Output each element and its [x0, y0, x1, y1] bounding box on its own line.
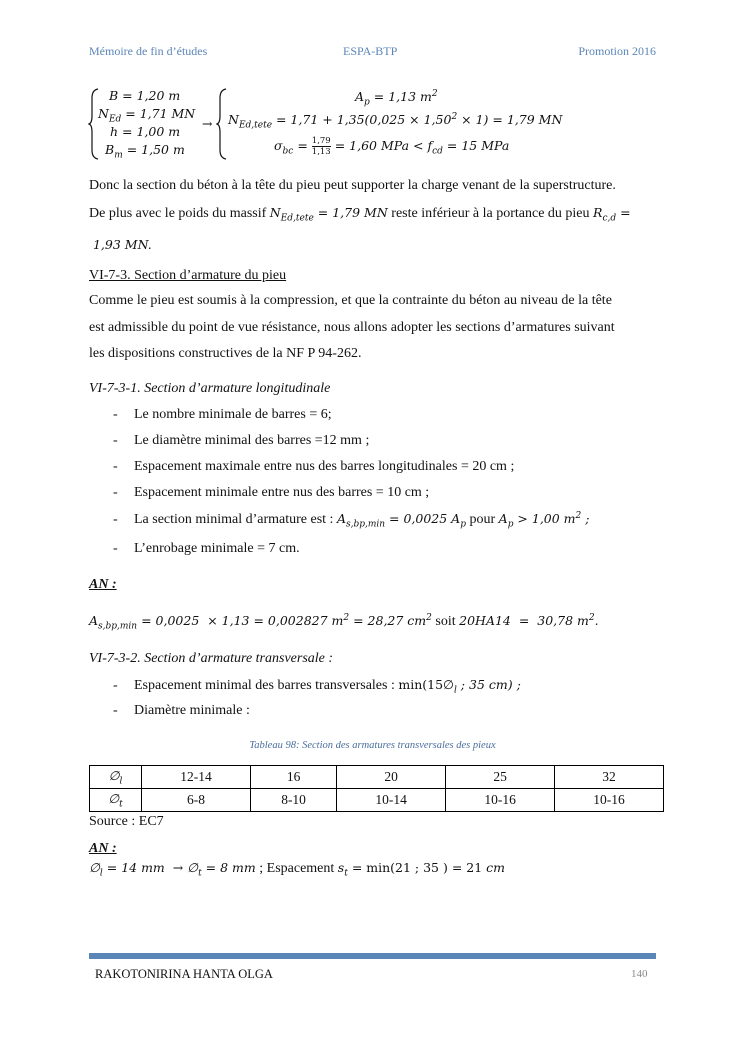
table-cell: 6-8	[142, 789, 251, 812]
para1-line2-b: reste inférieur à la portance du pieu	[391, 205, 590, 221]
eq-b	[109, 88, 180, 103]
table-cell: 25	[446, 766, 555, 789]
para2-line2: est admissible du point de vue résistance, nous allons adopter les sections d’armatures suivant	[89, 319, 615, 335]
list-item: - La section minimal d’armature est : $A_{s,bp,min} = 0,0025$ $A_p$ pour $A_p > 1,00$ $m^2$ ;	[113, 511, 590, 530]
table-cell: 10-14	[337, 789, 446, 812]
para1-line3: 1,93 MN.	[89, 236, 152, 252]
an1-math: $A_{s,bp,min} = 0,0025 \times 1,13 = 0,002827$ $m^2 = 28,27$ $cm^2$	[89, 613, 432, 632]
right-brace-icon	[216, 88, 228, 160]
an2-math2: $s_t = \min(21$ ; 35 ) = 21 cm	[337, 860, 506, 879]
an2-mid: ; Espacement	[259, 861, 335, 876]
table-source: Source : EC7	[89, 814, 164, 829]
frac-numerator: 1,79	[311, 136, 331, 146]
eq-ned-tete: $N_{Ed,tete} = 1,71 + 1,35(0,025 \times 1,50^2 \times 1) = 1,79$ MN	[228, 112, 563, 131]
para1-line2	[89, 200, 656, 232]
paragraph-conclusion	[89, 173, 656, 258]
list-item-text: La section minimal d’armature est :	[134, 512, 334, 528]
ap-condition: $A_p > 1,00$ $m^2$ ;	[498, 511, 590, 530]
eq-bm: $B_m = 1,50$ m	[105, 142, 185, 161]
table-cell: 8-10	[250, 789, 336, 812]
list-item: - L’enrobage minimale = 7 cm.	[113, 541, 300, 556]
table-head-phi-l: $\emptyset_l$	[90, 766, 142, 789]
armature-table	[89, 765, 664, 812]
list-item-text: Le diamètre minimal des barres =12 mm ;	[134, 433, 370, 448]
header-center: ESPA-BTP	[343, 44, 398, 58]
table-cell: 12-14	[142, 766, 251, 789]
list-item-text: Espacement minimal des barres transversales :	[134, 678, 395, 693]
asbpmin-formula: $A_{s,bp,min} = 0,0025$ $A_p$	[336, 511, 466, 530]
header-left: Mémoire de fin d’études	[89, 44, 208, 58]
list-item: - Espacement maximale entre nus des barres longitudinales = 20 cm ;	[113, 459, 515, 474]
eq-h: h = 1,00 m	[110, 124, 181, 139]
table-row	[90, 766, 664, 789]
list-item-text: Diamètre minimale :	[134, 703, 250, 718]
an1-result	[89, 613, 599, 632]
an1-mid: soit	[435, 614, 456, 630]
page-number: 140	[631, 968, 648, 980]
subsection-longitudinal-title: VI-7-3-1. Section d’armature longitudinale	[89, 381, 331, 396]
table-cell: 20	[337, 766, 446, 789]
list-item-mid: pour	[469, 512, 496, 528]
footer-bar	[89, 953, 656, 959]
table-cell: 10-16	[446, 789, 555, 812]
table-cell: 32	[555, 766, 664, 789]
list-item-text: Espacement maximale entre nus des barres longitudinales = 20 cm ;	[134, 459, 515, 474]
section-title-text: VI-7-3. Section d’armature du pieu	[89, 268, 287, 283]
eq-sigma: $\sigma_{bc}$ = $\frac{1,79}{1,13}$ = 1,60 MPa < $f_{cd} = 15$ MPa	[274, 136, 510, 157]
table-head-phi-t: $\emptyset_t$	[90, 789, 142, 812]
implies-arrow: →	[202, 116, 213, 131]
list-item: - Espacement minimal des barres transversales : $\min(15\emptyset_l$ ; 35 cm) ;	[113, 677, 521, 696]
spacing-formula: $\min(15\emptyset_l$ ; 35 cm) ;	[398, 677, 521, 696]
para2-line3: les dispositions constructives de la NF P 94-262.	[89, 346, 362, 361]
an2-result	[89, 860, 505, 879]
an-label: AN :	[89, 577, 117, 592]
list-item: - Espacement minimale entre nus des barres = 10 cm ;	[113, 485, 430, 500]
paragraph-intro	[89, 288, 656, 368]
list-item-text: Le nombre minimale de barres = 6;	[134, 407, 332, 422]
section-title	[89, 268, 286, 284]
header-right: Promotion 2016	[578, 44, 656, 58]
list-item-text: L’enrobage minimale = 7 cm.	[134, 541, 300, 556]
list-item: - Diamètre minimale :	[113, 703, 250, 718]
para1-line2-a: De plus avec le poids du massif	[89, 205, 267, 221]
footer-author: RAKOTONIRINA HANTA OLGA	[95, 967, 273, 981]
frac-denominator: 1,13	[311, 147, 331, 157]
list-item: - Le nombre minimale de barres = 6;	[113, 407, 332, 422]
subsection-transversal-title: VI-7-3-2. Section d’armature transversale :	[89, 651, 334, 666]
an1-math2: 20HA14 = 30,78 $m^2$.	[459, 613, 599, 629]
table-cell: 16	[250, 766, 336, 789]
eq-ned: $N_{Ed} = 1,71$ MN	[98, 106, 196, 125]
list-item: - Le diamètre minimal des barres =12 mm ;	[113, 433, 370, 448]
table-row	[90, 789, 664, 812]
table-cell: 10-16	[555, 789, 664, 812]
list-item-text: Espacement minimale entre nus des barres = 10 cm ;	[134, 485, 430, 500]
eq-ap: $A_p = 1,13$ $m^2$	[355, 89, 438, 108]
para1-line1: Donc la section du béton à la tête du pieu peut supporter la charge venant de la superstructure.	[89, 178, 616, 193]
eq-b-text: B = 1,20 m	[109, 88, 181, 103]
para2-line1: Comme le pieu est soumis à la compression, et que la contrainte du béton au niveau de la tête	[89, 293, 612, 308]
an-label: AN :	[89, 841, 117, 856]
para1-math-ned: $N_{Ed,tete} = 1,79$ MN	[269, 204, 388, 223]
an2-math1: $\emptyset_l = 14$ mm → $\emptyset_t = 8$ mm	[89, 860, 256, 879]
table-caption: Tableau 98: Section des armatures transversales des pieux	[249, 740, 496, 751]
para1-math-rcd: $R_{c,d}$ =	[593, 204, 631, 223]
